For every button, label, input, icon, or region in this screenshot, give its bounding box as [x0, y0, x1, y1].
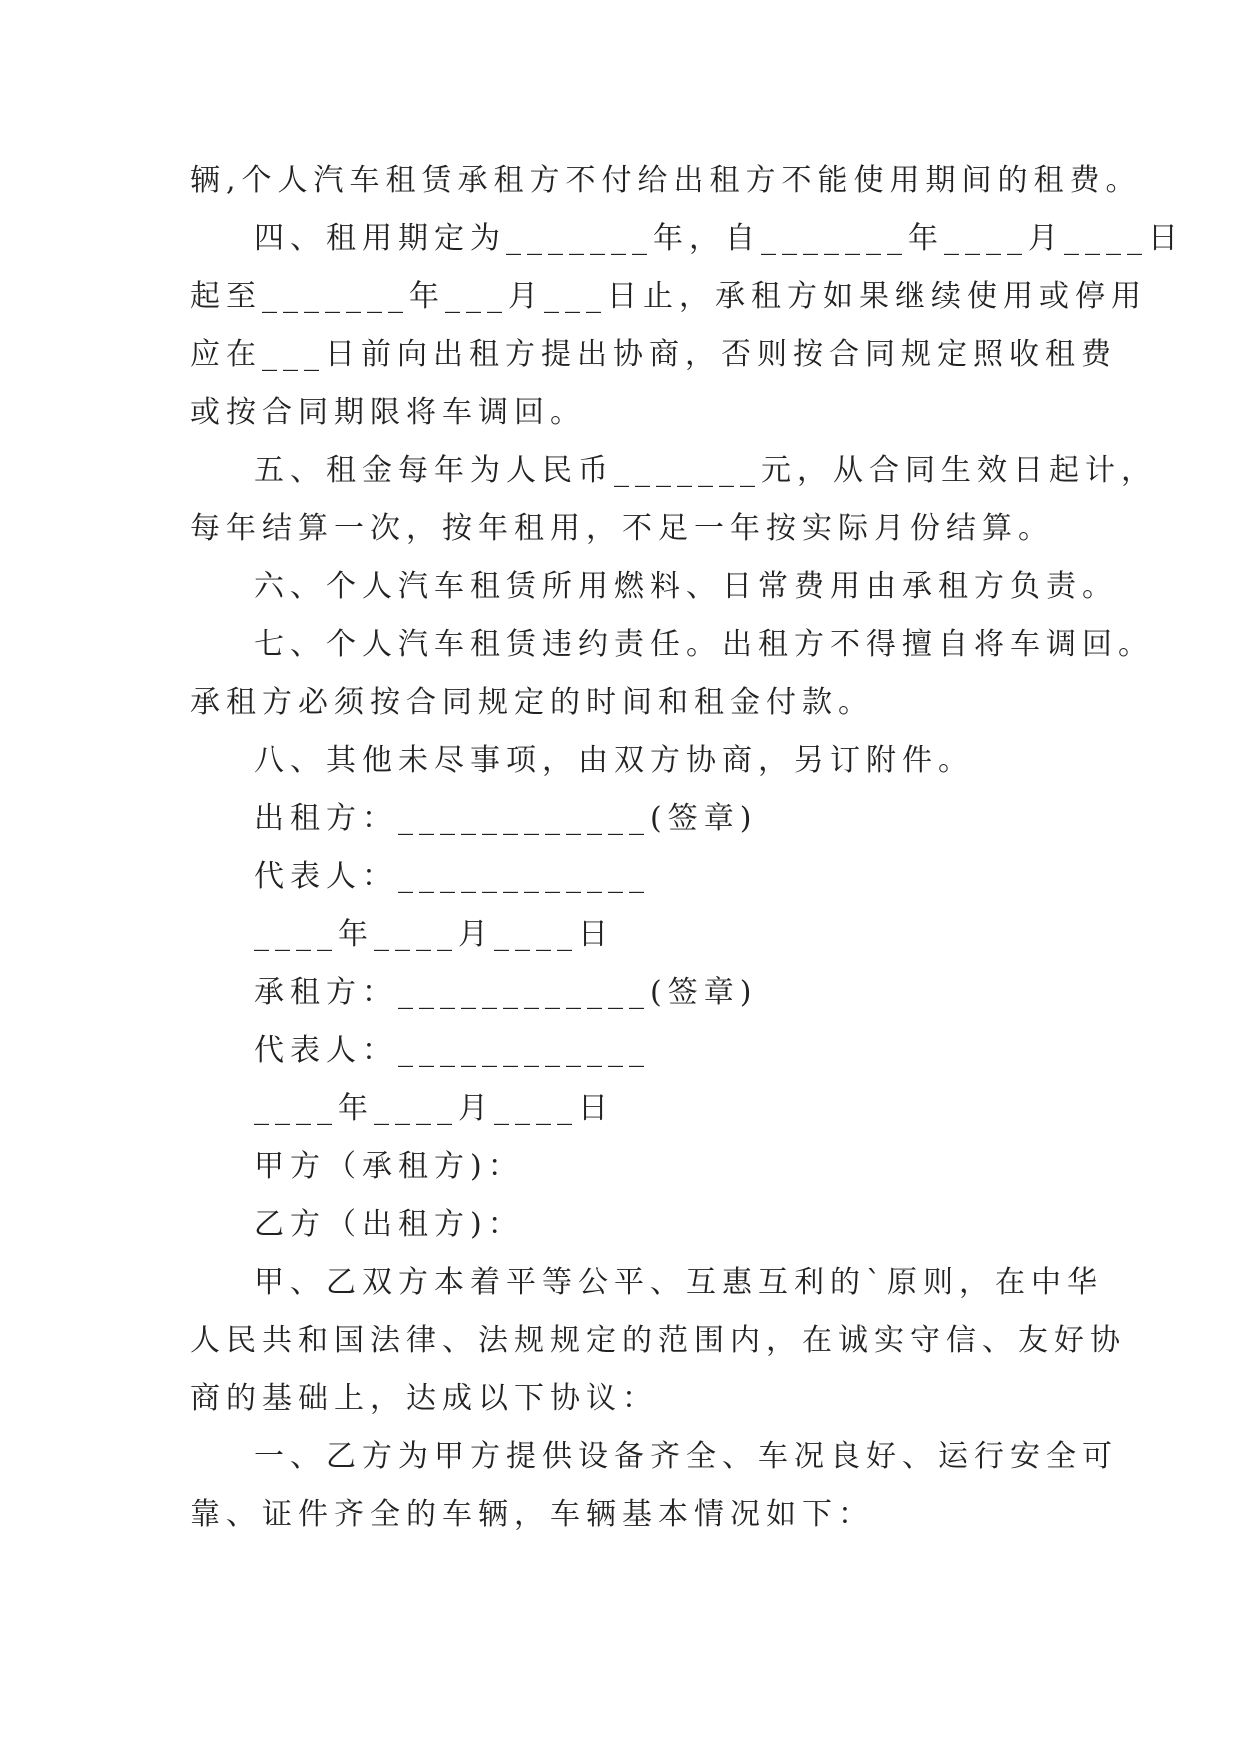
- document-body: [190, 152, 1184, 1544]
- text-line: ____年____月____日: [254, 1091, 614, 1126]
- text-line: 靠、证件齐全的车辆，车辆基本情况如下：: [190, 1497, 874, 1532]
- text-line: 甲方（承租方)：: [254, 1149, 524, 1184]
- text-line: 承租方：____________(签章): [254, 975, 758, 1010]
- text-line: 辆,个人汽车租赁承租方不付给出租方不能使用期间的租费。: [190, 163, 1142, 198]
- text-line: 应在___日前向出租方提出协商，否则按合同规定照收租费: [190, 337, 1117, 372]
- text-line: ____年____月____日: [254, 917, 614, 952]
- text-line: 四、租用期定为_______年，自_______年____月____日: [254, 221, 1184, 256]
- text-line: 商的基础上，达成以下协议：: [190, 1381, 658, 1416]
- text-line: 起至_______年___月___日止，承租方如果继续使用或停用: [190, 279, 1147, 314]
- text-line: 一、乙方为甲方提供设备齐全、车况良好、运行安全可: [254, 1439, 1118, 1474]
- text-line: 八、其他未尽事项，由双方协商，另订附件。: [254, 743, 974, 778]
- text-line: 六、个人汽车租赁所用燃料、日常费用由承租方负责。: [254, 569, 1118, 604]
- text-line: 承租方必须按合同规定的时间和租金付款。: [190, 685, 874, 720]
- text-line: 七、个人汽车租赁违约责任。出租方不得擅自将车调回。: [254, 627, 1154, 662]
- text-line: 甲、乙双方本着平等公平、互惠互利的`原则，在中华: [254, 1265, 1103, 1300]
- text-line: 人民共和国法律、法规规定的范围内，在诚实守信、友好协: [190, 1323, 1126, 1358]
- text-line: 代表人：____________: [254, 1033, 650, 1068]
- text-line: 代表人：____________: [254, 859, 650, 894]
- text-line: 乙方（出租方)：: [254, 1207, 524, 1242]
- text-line: 五、租金每年为人民币_______元，从合同生效日起计，: [254, 453, 1157, 488]
- text-line: 每年结算一次，按年租用，不足一年按实际月份结算。: [190, 511, 1054, 546]
- text-line: 出租方：____________(签章): [254, 801, 758, 836]
- text-line: 或按合同期限将车调回。: [190, 395, 586, 430]
